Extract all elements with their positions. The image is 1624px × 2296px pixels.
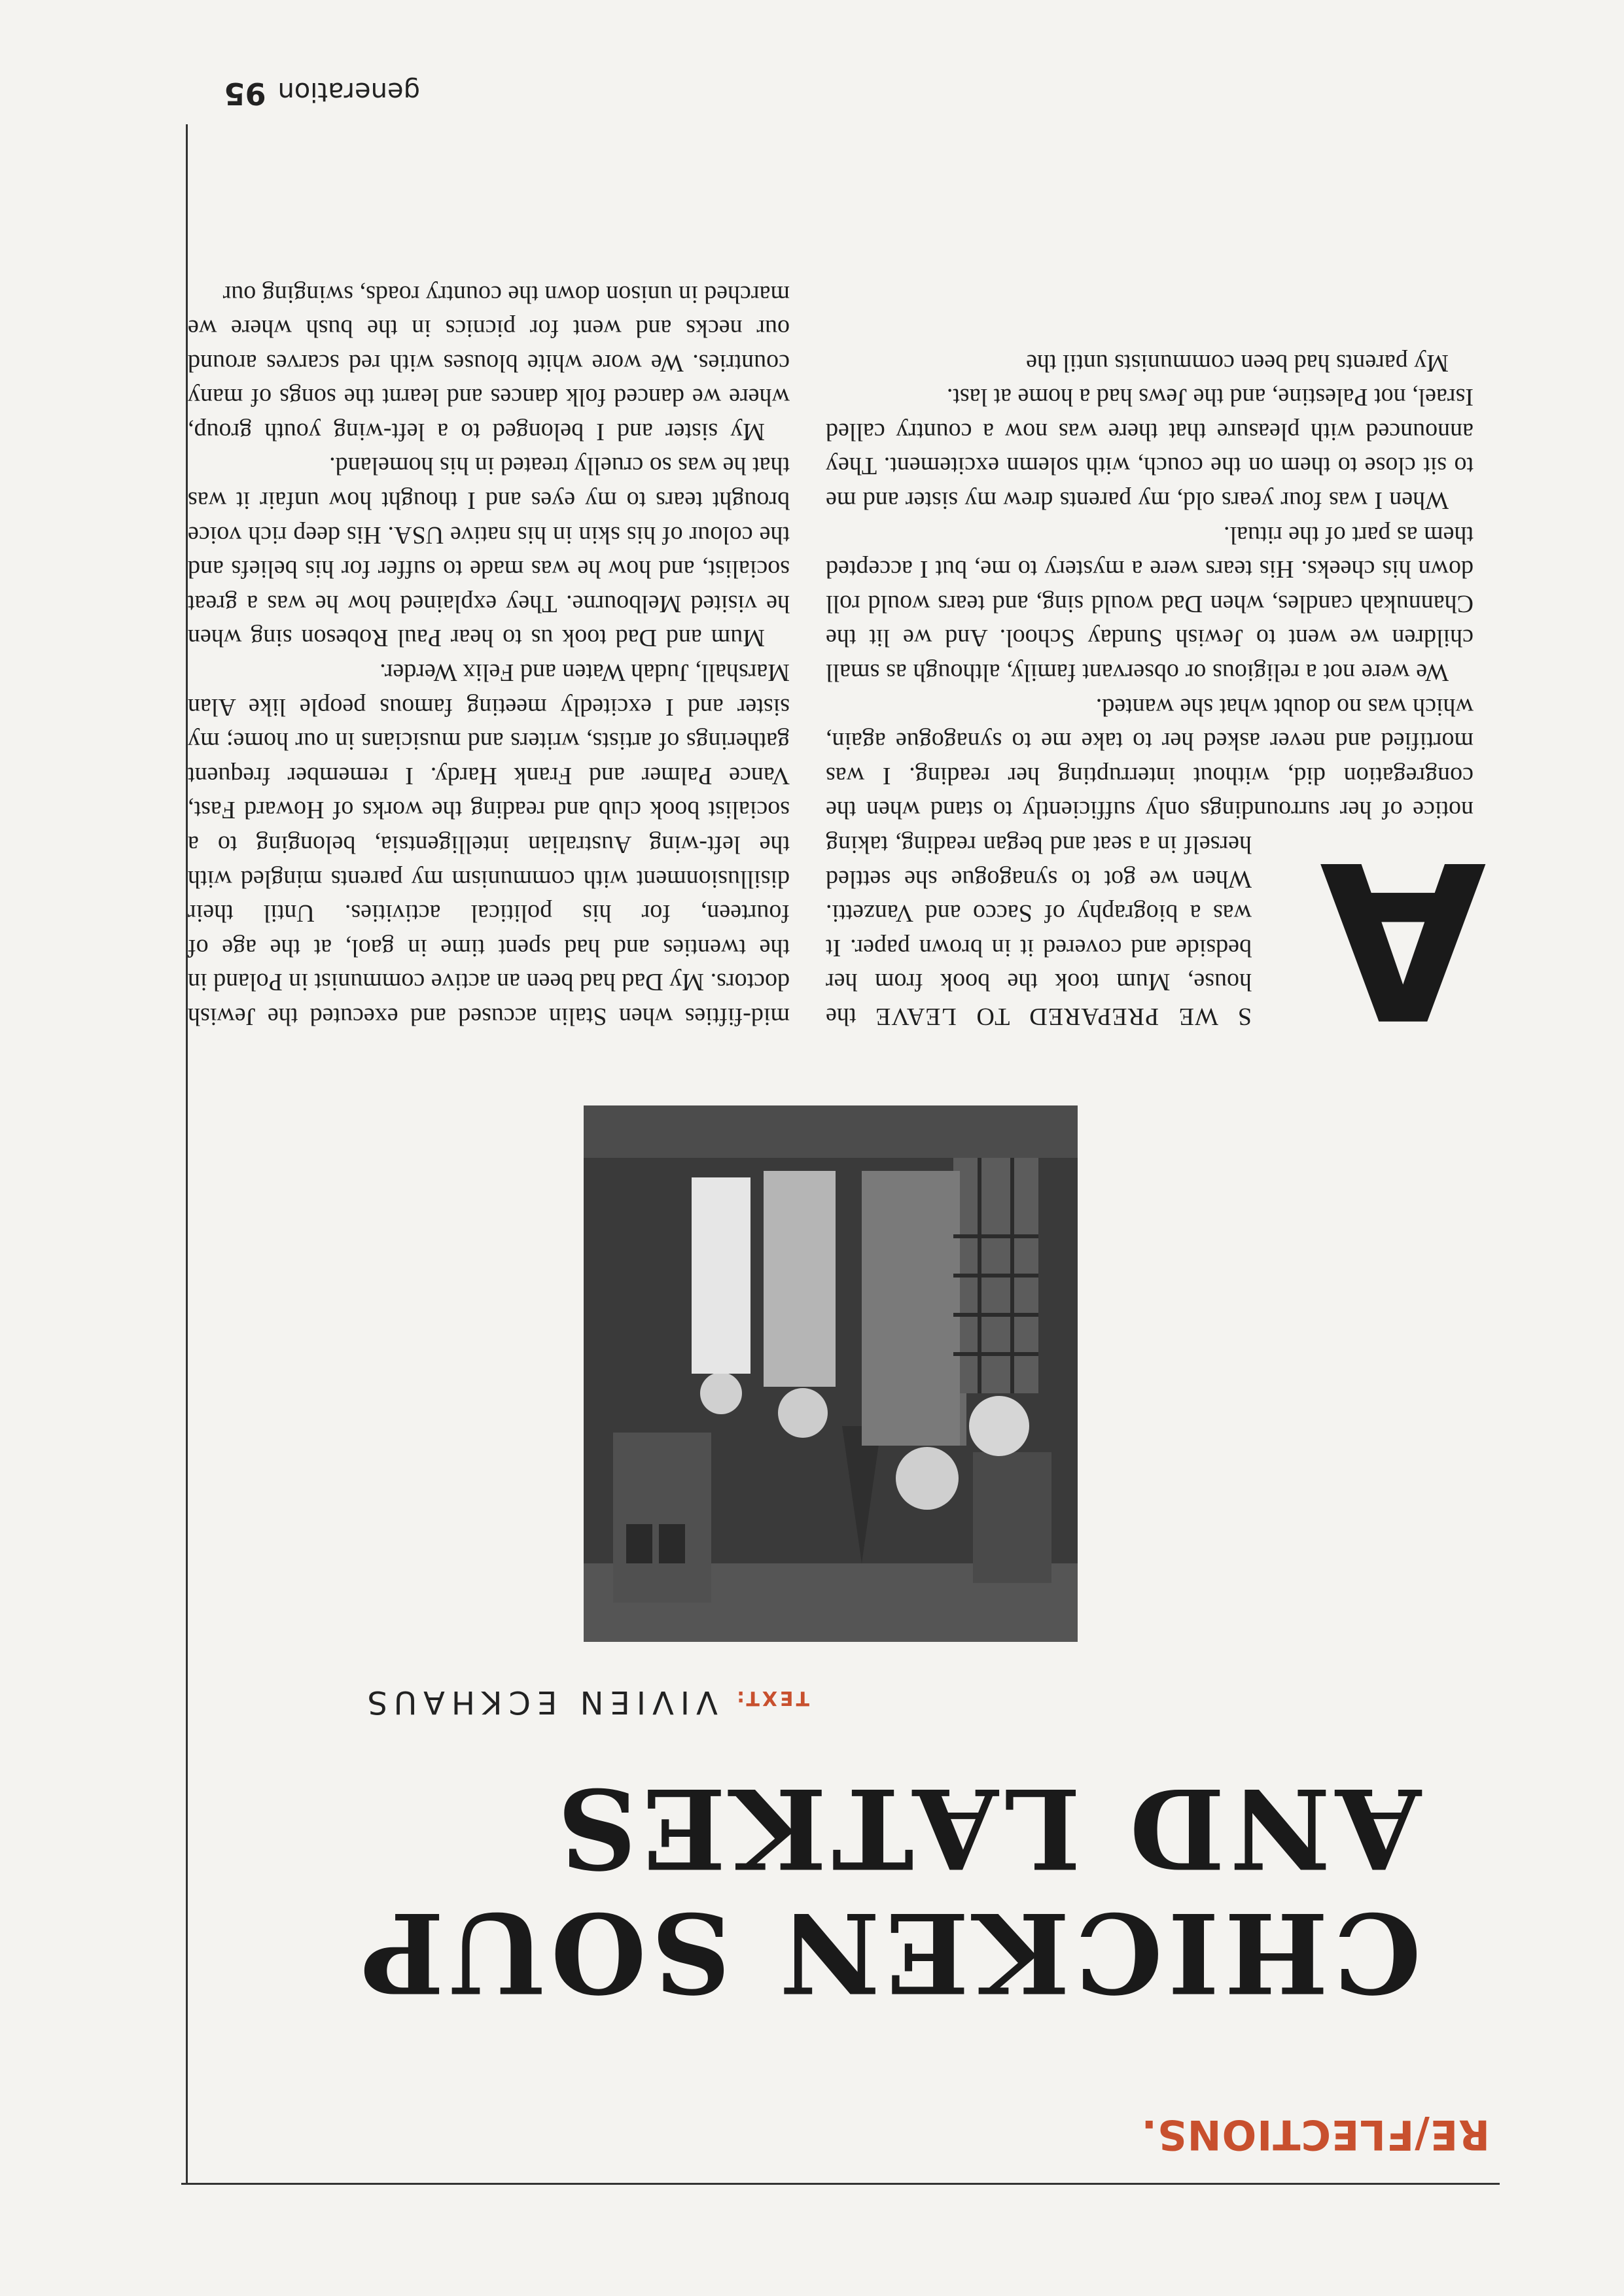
paragraph: My sister and I belonged to a left-wing youth group, where we danced folk dances and learnt the songs of many countries. We wore white blouses with red scarves around our necks and went for picnics in the bush where we marched in unison down the country roads, swinging our [188,280,790,445]
page-footer [224,76,420,111]
lead-in: S WE PREPARED TO LEAVE [875,1003,1252,1030]
paragraph: S WE PREPARED TO LEAVE the house, Mum took the book from her bedside and covered it in brown paper. It was a biography of Sacco and Vanzetti. When we got to synagogue she settled herself in a seat and began reading, taking notice of her surroundings only sufficiently to stand when the congregation did, without interrupting her reading. I was mortified and never asked her to take me to synagogue again, which was no doubt what she wanted. [826,693,1474,1030]
paragraph: mid-fifties when Stalin accused and executed the Jewish doctors. My Dad had been an active communist in Poland in the twenties and had spent time in gaol, at the age of fourteen, for his political activities. Until their disillusionment with communism my parents mingled with the left-wing Australian intelligentsia, belonging to a socialist book club and reading the works of Howard Fast, Vance Palmer and Frank Hardy. I remember frequent gatherings of artists, writers and musicians in our home; my sister and I excitedly meeting famous people like Alan Marshall, Judah Waten and Felix Werder. [188,659,790,1030]
section-label: RE/FLECTIONS. [1140,2111,1490,2159]
byline [361,1684,809,1720]
title-line-1: CHICKEN SOUP [356,1888,1421,2017]
byline-name: VIVIEN ECKHAUS [361,1684,718,1720]
photo-illustration [584,1105,1078,1642]
paragraph: My parents had been communists until the [1026,349,1449,377]
drop-cap: A [1319,813,1487,1064]
family-photo [584,1105,1078,1642]
magazine-name: generation [277,77,420,107]
top-rule [181,2183,1500,2185]
title-line-2: AND LATKES [552,1764,1421,1893]
column-left [826,345,1487,1064]
byline-label: TEXT: [734,1686,809,1709]
column-right [188,277,790,1034]
paragraph: We were not a religious or observant family, although as small children we went to Jewish Sunday School. And we lit the Channukah candles, when Dad would sing, and tears would roll down his cheeks. His tears were a mystery to me, but I accepted them as part of the ritual. [826,521,1474,687]
paragraph: Mum and Dad took us to hear Paul Robeson sing when he visited Melbourne. They explained how he was a great socialist, and how he was made to suffer for his beliefs and the colour of his skin in his native USA. His deep rich voice brought tears to my eyes and I thought how unfair it was that he was so cruelly treated in his homeland. [188,452,790,652]
page-number: 95 [224,76,266,111]
article-title [243,1766,1421,2015]
paragraph: When I was four years old, my parents drew my sister and me to sit close to them on the couch, with solemn excitement. They announced with pleasure that there was now a country called Israel, not Palestine, and the Jews had a home at last. [826,383,1474,515]
